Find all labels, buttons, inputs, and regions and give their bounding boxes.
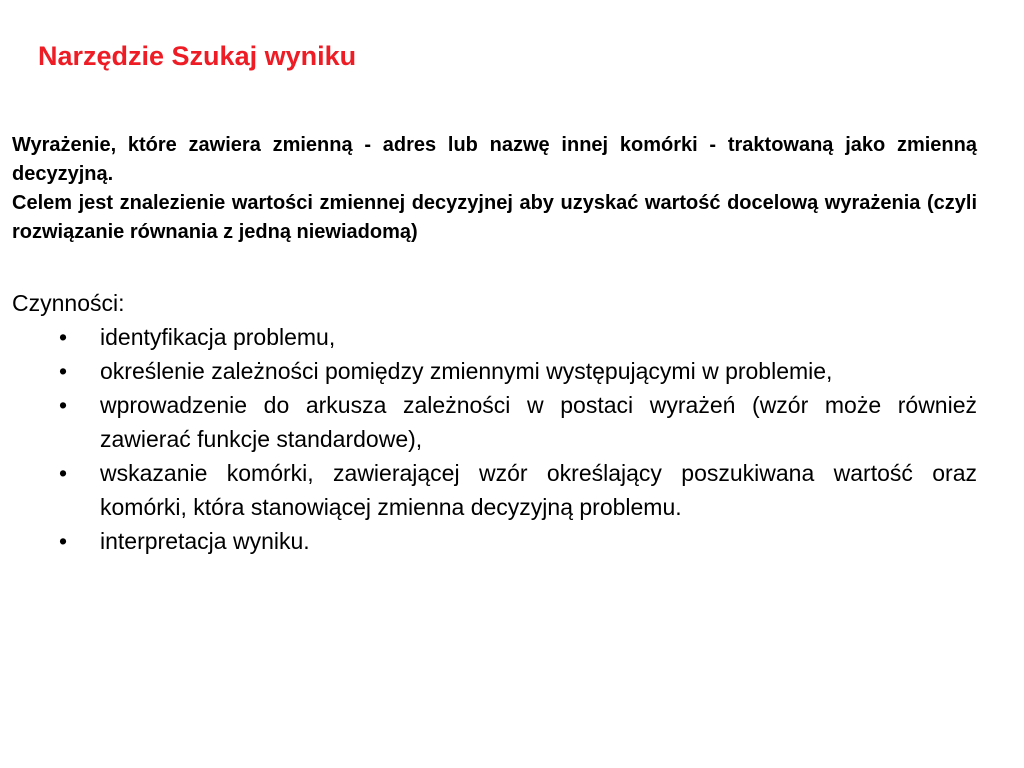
step-item-3: [12, 388, 977, 456]
slide-title: Narzędzie Szukaj wyniku: [38, 41, 357, 71]
step-item-4: [12, 456, 977, 524]
bullet-icon: •: [59, 528, 68, 554]
bullet-icon: •: [59, 324, 68, 350]
bullet-icon: •: [59, 358, 68, 384]
step-item-2: [12, 354, 977, 388]
step-text: określenie zależności pomiędzy zmiennymi występującymi w problemie,: [100, 358, 833, 384]
step-text: wprowadzenie do arkusza zależności w postaci wyrażeń (wzór może również zawierać funkcje standardowe),: [100, 392, 977, 452]
step-item-5: [12, 524, 977, 558]
steps-heading: Czynności:: [12, 290, 125, 316]
intro-paragraph-2: Celem jest znalezienie wartości zmiennej decyzyjnej aby uzyskać wartość docelową wyrażenia (czyli rozwiązanie równania z jedną niewiadomą): [12, 192, 977, 243]
steps-section: [12, 286, 977, 558]
intro-paragraph-1: Wyrażenie, które zawiera zmienną - adres lub nazwę innej komórki - traktowaną jako zmienną decyzyjną.: [12, 134, 977, 185]
step-text: identyfikacja problemu,: [100, 324, 336, 350]
steps-list: [12, 320, 977, 558]
bullet-icon: •: [59, 392, 68, 418]
intro-text: [12, 131, 977, 247]
step-text: wskazanie komórki, zawierającej wzór określający poszukiwana wartość oraz komórki, która stanowiącej zmienna decyzyjną problemu.: [100, 460, 977, 520]
bullet-icon: •: [59, 460, 68, 486]
step-item-1: [12, 320, 977, 354]
step-text: interpretacja wyniku.: [100, 528, 310, 554]
